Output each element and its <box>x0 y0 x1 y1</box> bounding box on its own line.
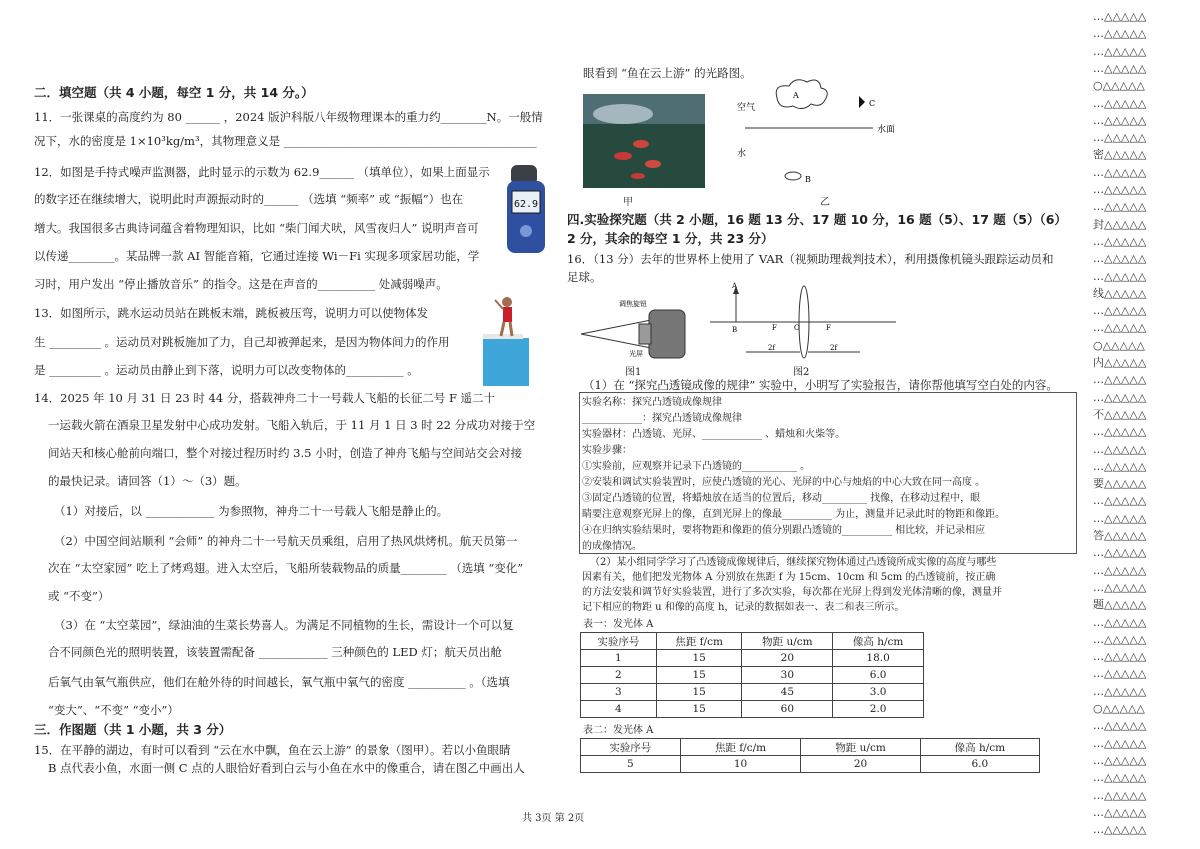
figure-jia-label: 甲 <box>623 197 633 208</box>
table-header-cell: 物距 u/cm <box>801 739 920 756</box>
text-line: 习时，用户发出 “停止播放音乐” 的指令。这是在声音的__________ 处减弱噪声。 <box>34 277 448 291</box>
margin-row: 答△△△△△ <box>1093 529 1147 542</box>
point-a-lens-label: A <box>732 282 738 290</box>
two-f-left-label: 2f <box>768 344 776 352</box>
table-header-cell: 物距 u/cm <box>742 633 833 650</box>
table-cell: 30 <box>742 667 833 684</box>
point-b-lens-label: B <box>732 326 738 334</box>
data-table-2 <box>580 738 1040 773</box>
margin-row: …△△△△△ <box>1093 580 1147 594</box>
section4-title-line1: 四.实验探究题（共 2 小题，16 题 13 分、17 题 10 分，16 题（5）、17 题（5）（6） <box>567 212 1067 227</box>
point-b-label: B <box>805 175 811 184</box>
margin-row: 内△△△△△ <box>1093 356 1147 369</box>
report-line: 的成像情况。 <box>582 541 642 552</box>
text-line: 间站天和核心舱前向端口，整个对接过程历时约 3.5 小时，创造了神舟飞船与空间站交会对接 <box>48 446 523 460</box>
q16-part2-line: 的方法安装和调节好实验装置，进行了多次实验，每次都在光屏上得到发光体清晰的像，测量并 <box>582 587 1002 598</box>
report-line: 睛要注意观察光屏上的像，直到光屏上的像最__________ 为止，测量并记录此时的物距和像距。 <box>582 509 1006 520</box>
margin-row: …△△△△△ <box>1093 788 1147 802</box>
q16-part1: （1）在 “探究凸透镜成像的规律” 实验中，小明写了实验报告，请你帮他填写空白处的内容。 <box>583 378 1058 392</box>
data-table-1 <box>580 632 924 718</box>
margin-row: 题△△△△△ <box>1093 598 1147 612</box>
margin-row: …△△△△△ <box>1093 563 1147 577</box>
margin-row: …△△△△△ <box>1093 615 1147 629</box>
camera-figure <box>579 296 699 372</box>
table2-title: 表二：发光体 A <box>583 725 654 736</box>
table-cell: 5 <box>581 756 681 773</box>
margin-row: …△△△△△ <box>1093 390 1147 404</box>
margin-row: …△△△△△ <box>1093 546 1147 560</box>
text-line: 是 _________ 。运动员由静止到下落，说明力可以改变物体的__________ 。 <box>34 363 419 377</box>
noise-meter-image <box>503 163 549 255</box>
text-line: 13．如图所示，跳水运动员站在跳板末端，跳板被压弯，说明力可以使物体发 <box>34 306 429 320</box>
point-c-label: C <box>869 99 876 108</box>
margin-row: …△△△△△ <box>1093 131 1147 145</box>
table-cell: 45 <box>742 684 833 701</box>
margin-row: …△△△△△ <box>1093 304 1147 318</box>
light-screen-label: 光屏 <box>629 350 643 358</box>
focus-knob-label: 调焦旋钮 <box>619 300 647 308</box>
margin-row: …△△△△△ <box>1093 269 1147 283</box>
text-line: 后氧气由氧气瓶供应，他们在舱外待的时间越长，氧气瓶中氧气的密度 __________ 。（选填 <box>48 675 510 689</box>
air-label: 空气 <box>737 103 756 113</box>
text-line: 的最快记录。请回答（1）～（3）题。 <box>48 474 247 488</box>
text-line: （3）在 “太空菜园”，绿油油的生菜长势喜人。为满足不同植物的生长，需设计一个可以复 <box>54 618 514 632</box>
table1-title: 表一：发光体 A <box>583 619 654 630</box>
table-row <box>581 667 924 684</box>
water-surface-label: 水面 <box>877 125 896 135</box>
margin-row: 线△△△△△ <box>1093 286 1147 300</box>
table-header-cell: 像高 h/cm <box>833 633 924 650</box>
figure2-caption: 图2 <box>793 367 810 378</box>
text-line: 况下，水的密度是 1×10³kg/m³，其物理意义是 ____________________________________________ <box>34 134 537 148</box>
table-cell: 15 <box>656 684 742 701</box>
table-cell: 2 <box>581 667 657 684</box>
margin-row: …△△△△△ <box>1093 650 1147 664</box>
table-row <box>581 701 924 718</box>
margin-row: …△△△△△ <box>1093 494 1147 508</box>
margin-row: …△△△△△ <box>1093 321 1147 335</box>
margin-row: ○△△△△△ <box>1093 338 1145 352</box>
margin-row: …△△△△△ <box>1093 459 1147 473</box>
table-cell: 15 <box>656 667 742 684</box>
margin-row: …△△△△△ <box>1093 753 1147 767</box>
table-cell: 3.0 <box>833 684 924 701</box>
light-path-diagram <box>735 76 905 206</box>
table-cell: 10 <box>680 756 801 773</box>
focal-point-right-label: F <box>826 324 831 332</box>
text-line: 合不同颜色光的照明装置，该装置需配备 ____________ 三种颜色的 LED 灯；航天员出舱 <box>48 645 502 659</box>
section3-title: 三．作图题（共 1 小题，共 3 分） <box>34 722 232 737</box>
text-line: 生 _________ 。运动员对跳板施加了力，自己却被弹起来，是因为物体间力的作用 <box>34 335 450 349</box>
text-line: （1）对接后，以 ____________ 为参照物，神舟二十一号载人飞船是静止的。 <box>54 504 449 518</box>
table-cell: 60 <box>742 701 833 718</box>
q16-part2-line: 因素有关，他们把发光物体 A 分别放在焦距 f 为 15cm、10cm 和 5cm 的凸透镜前，按正确 <box>582 572 996 583</box>
q16-line1: 16．（13 分）去年的世界杯上使用了 VAR（视频助理裁判技术），利用摄像机镜头跟踪运动员和 <box>567 252 1054 266</box>
table-header-cell: 焦距 f/c/m <box>680 739 801 756</box>
section4-title-line2: 2 分，其余的每空 1 分，共 23 分） <box>567 231 774 246</box>
margin-row: 要△△△△△ <box>1093 477 1147 491</box>
table-cell: 1 <box>581 650 657 667</box>
text-line: 增大。我国很多古典诗词蕴含着物理知识，比如 “柴门闻犬吠，风雪夜归人” 说明声音可 <box>34 221 479 235</box>
table-header-cell: 像高 h/cm <box>920 739 1039 756</box>
margin-row: …△△△△△ <box>1093 736 1147 750</box>
text-line: 或 “不变”） <box>48 589 110 603</box>
report-line: ②安装和调试实验装置时，应使凸透镜的光心、光屏的中心与烛焰的中心大致在同一高度 。 <box>582 477 986 488</box>
text-line: “变大”、“不变” “变小”） <box>48 703 179 717</box>
convex-lens-figure <box>708 280 898 364</box>
table-header-cell: 实验序号 <box>581 633 657 650</box>
text-line: 15．在平静的湖边，有时可以看到 “云在水中飘，鱼在云上游” 的景象（图甲）。若以小鱼眼睛 <box>34 743 511 757</box>
binding-margin <box>1093 8 1193 848</box>
table-cell: 15 <box>656 701 742 718</box>
water-label: 水 <box>737 149 747 159</box>
table-cell: 15 <box>656 650 742 667</box>
table-header-cell: 实验序号 <box>581 739 681 756</box>
q15-continued: 眼看到 “鱼在云上游” 的光路图。 <box>583 66 752 80</box>
margin-row: …△△△△△ <box>1093 425 1147 439</box>
table-cell: 6.0 <box>833 667 924 684</box>
page-footer: 共 3页 第 2页 <box>522 813 585 824</box>
text-line: B 点代表小鱼，水面一侧 C 点的人眼恰好看到白云与小鱼在水中的像重合，请在图乙中画出人 <box>48 761 525 775</box>
margin-row: …△△△△△ <box>1093 719 1147 733</box>
margin-row: …△△△△△ <box>1093 771 1147 785</box>
table-cell: 3 <box>581 684 657 701</box>
margin-row: …△△△△△ <box>1093 200 1147 214</box>
focal-point-left-label: F <box>772 324 777 332</box>
report-line: ④在归纳实验结果时，要将物距和像距的值分别跟凸透镜的__________ 相比较，并记录相应 <box>582 525 986 536</box>
text-line: （2）中国空间站顺利 “会师” 的神舟二十一号航天员乘组，启用了热风烘烤机。航天员第一 <box>54 534 518 548</box>
report-line: ____________：探究凸透镜成像规律 <box>582 413 742 424</box>
margin-row: …△△△△△ <box>1093 442 1147 456</box>
margin-row: 密△△△△△ <box>1093 148 1147 162</box>
report-line: ①实验前，应观察并记录下凸透镜的___________ 。 <box>582 461 811 472</box>
table-header-row <box>581 633 924 650</box>
margin-row: ○△△△△△ <box>1093 702 1145 715</box>
table-header-cell: 焦距 f/cm <box>656 633 742 650</box>
margin-row: …△△△△△ <box>1093 27 1147 41</box>
text-line: 12．如图是手持式噪声监测器，此时显示的示数为 62.9______ （填单位），如果上面显示 <box>34 165 490 179</box>
q16-part2-line: （2）某小组同学学习了凸透镜成像规律后，继续探究物体通过凸透镜所成实像的高度与哪些 <box>590 557 997 568</box>
section2-title: 二．填空题（共 4 小题，每空 1 分，共 14 分。） <box>34 85 314 100</box>
report-line: ③固定凸透镜的位置，将蜡烛放在适当的位置后，移动_________ 找像，在移动过程中，眼 <box>582 493 981 504</box>
text-line: 14．2025 年 10 月 31 日 23 时 44 分，搭载神舟二十一号载人飞船的长征二号 F 遥二十 <box>34 391 496 405</box>
margin-row: …△△△△△ <box>1093 44 1147 58</box>
meter-display: 62.9 <box>513 199 539 210</box>
margin-row: …△△△△△ <box>1093 684 1147 698</box>
margin-row: …△△△△△ <box>1093 823 1147 837</box>
margin-row: ○△△△△△ <box>1093 79 1145 93</box>
point-a-label: A <box>793 91 799 100</box>
margin-row: 不△△△△△ <box>1093 407 1147 421</box>
figure1-caption: 图1 <box>625 367 642 378</box>
report-line: 实验器材：凸透镜、光屏、____________ 、蜡烛和火柴等。 <box>582 429 846 440</box>
text-line: 一运载火箭在酒泉卫星发射中心成功发射。飞船入轨后，于 11 月 1 日 3 时 22 分成功对接于空 <box>48 418 536 432</box>
table-cell: 20 <box>742 650 833 667</box>
table-row <box>581 650 924 667</box>
margin-row: …△△△△△ <box>1093 96 1147 110</box>
table-header-row <box>581 739 1040 756</box>
table-cell: 4 <box>581 701 657 718</box>
figure-yi-label: 乙 <box>820 197 830 208</box>
margin-row: …△△△△△ <box>1093 61 1147 75</box>
margin-row: …△△△△△ <box>1093 10 1147 23</box>
optical-center-label: O <box>794 324 800 332</box>
report-line: 实验步骤： <box>582 445 632 456</box>
margin-row: …△△△△△ <box>1093 632 1147 646</box>
margin-row: 封△△△△△ <box>1093 217 1147 231</box>
report-line: 实验名称：探究凸透镜成像规律 <box>582 397 722 408</box>
table-cell: 18.0 <box>833 650 924 667</box>
table-cell: 6.0 <box>920 756 1039 773</box>
two-f-right-label: 2f <box>830 344 838 352</box>
margin-row: …△△△△△ <box>1093 252 1147 266</box>
margin-row: …△△△△△ <box>1093 165 1147 179</box>
margin-row: …△△△△△ <box>1093 183 1147 196</box>
text-line: 次在 “太空家园” 吃上了烤鸡翅。进入太空后，飞船所装载物品的质量________ （选填 “变化” <box>48 561 524 575</box>
q16-part2-line: 记下相应的物距 u 和像的高度 h，记录的数据如表一、表二和表三所示。 <box>582 602 905 613</box>
table-cell: 20 <box>801 756 920 773</box>
text-line: 11．一张课桌的高度约为 80 ______ ，2024 版沪科版八年级物理课本的重力约________N。一般情 <box>34 110 543 124</box>
margin-row: …△△△△△ <box>1093 113 1147 127</box>
margin-row: …△△△△△ <box>1093 234 1147 248</box>
margin-row: …△△△△△ <box>1093 667 1147 681</box>
margin-row: …△△△△△ <box>1093 373 1147 387</box>
table-row <box>581 684 924 701</box>
margin-row: …△△△△△ <box>1093 511 1147 525</box>
fish-cloud-photo <box>583 94 705 188</box>
table-row <box>581 756 1040 773</box>
text-line: 的数字还在继续增大，说明此时声源振动时的______ （选填 “频率” 或 “振幅”）也在 <box>34 192 464 206</box>
margin-row: …△△△△△ <box>1093 805 1147 819</box>
diver-image <box>483 294 529 386</box>
table-cell: 2.0 <box>833 701 924 718</box>
text-line: 以传递________。某品牌一款 AI 智能音箱，它通过连接 Wi－Fi 实现多项家居功能，学 <box>34 249 480 263</box>
q16-line2: 足球。 <box>567 270 602 284</box>
